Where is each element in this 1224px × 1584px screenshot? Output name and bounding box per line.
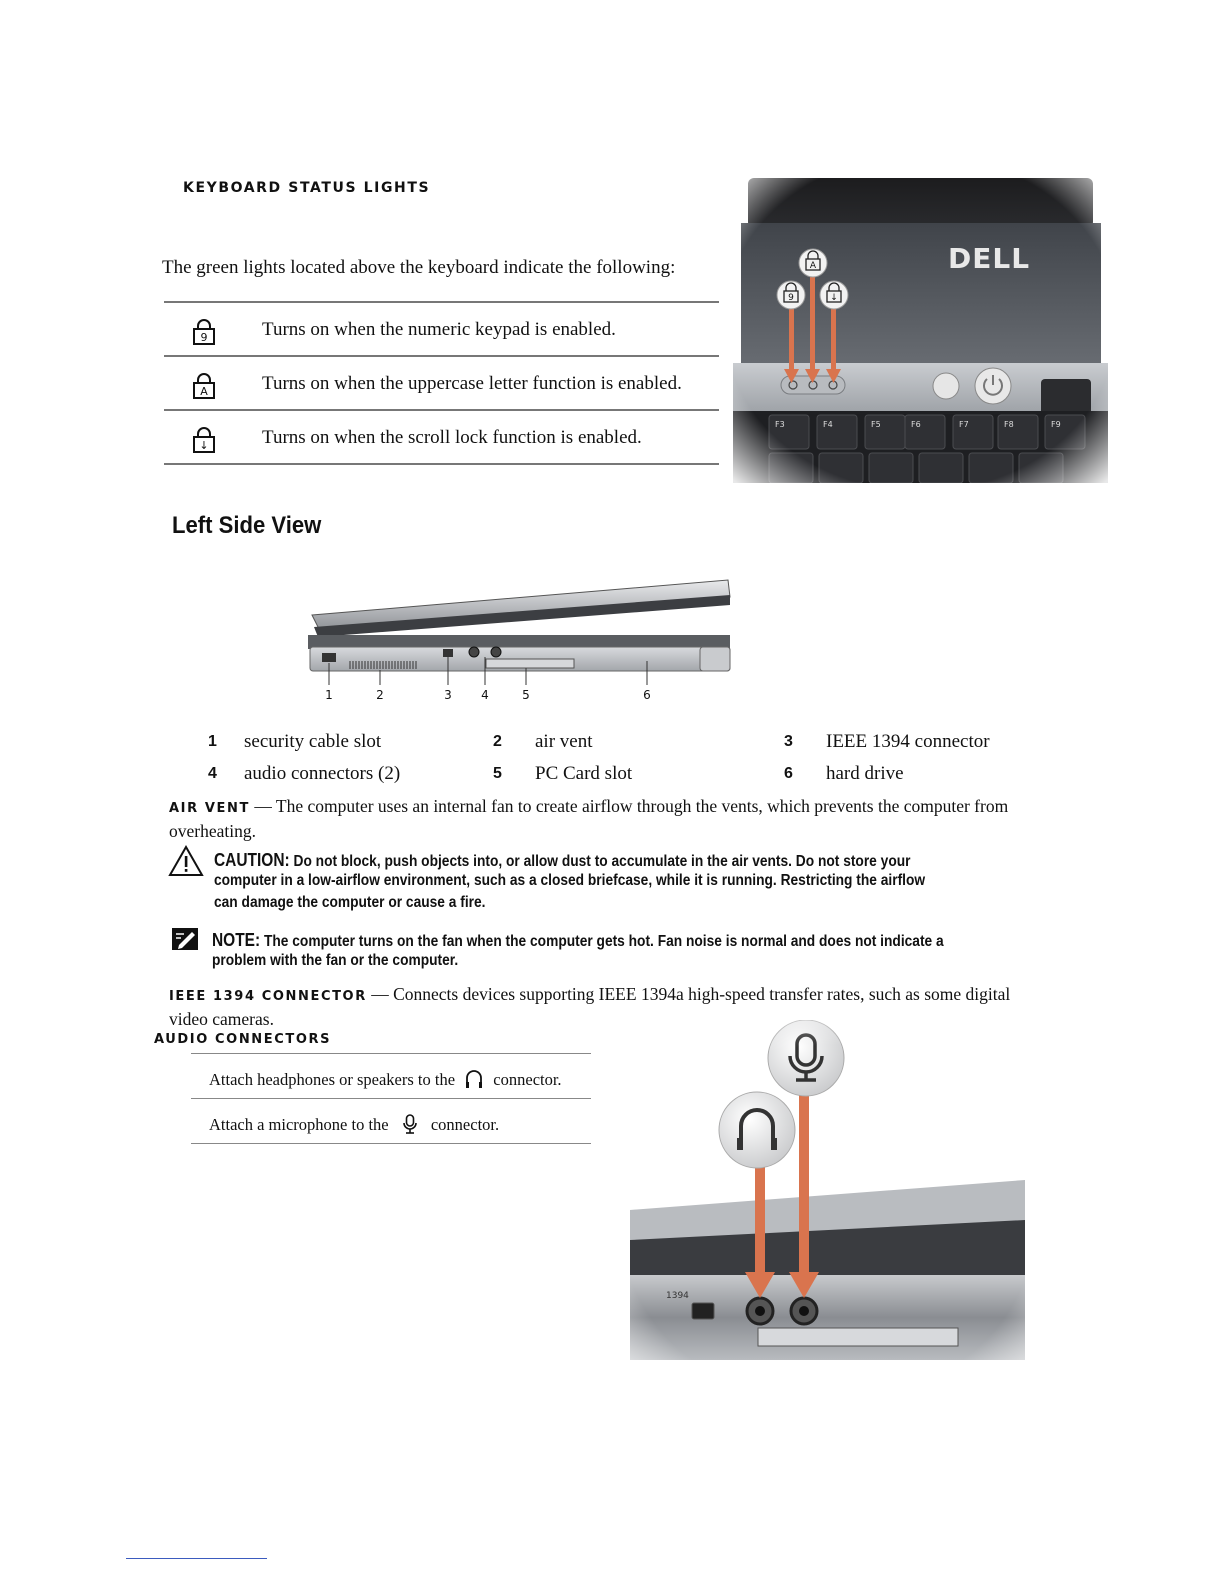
audio-row-microphone bbox=[209, 1113, 499, 1135]
legend-label: security cable slot bbox=[244, 731, 382, 752]
table-rule bbox=[191, 1143, 591, 1144]
headphone-jack bbox=[469, 647, 479, 657]
pc-card-slot bbox=[486, 659, 574, 668]
keyboard-lights-intro: The green lights located above the keyboard indicate the following: bbox=[162, 257, 676, 278]
note-line-1: The computer turns on the fan when the computer gets hot. Fan noise is normal and does not indicate a bbox=[263, 933, 944, 950]
base-end bbox=[700, 647, 730, 671]
audio-heading: AUDIO CONNECTORS bbox=[154, 1032, 332, 1047]
note-label: NOTE: bbox=[212, 930, 261, 950]
callout-number: 3 bbox=[444, 688, 452, 702]
caution-line-1: Do not block, push objects into, or allow dust to accumulate in the air vents. Do not store your bbox=[293, 853, 911, 870]
audio-row1-post: connector. bbox=[493, 1070, 562, 1089]
air-vent-text: The computer uses an internal fan to create airflow through the vents, which prevents the computer from overheating. bbox=[169, 796, 1009, 841]
note-line-2: problem with the fan or the computer. bbox=[212, 952, 459, 969]
callout-number: 2 bbox=[376, 688, 384, 702]
scrolllock-glyph: ↓ bbox=[199, 439, 209, 452]
photo-vignette bbox=[733, 163, 1108, 483]
microphone-icon bbox=[399, 1113, 421, 1135]
ieee-text: Connects devices supporting IEEE 1394a high-speed transfer rates, such as some digital video cameras. bbox=[169, 984, 1011, 1029]
caution-icon bbox=[168, 845, 204, 877]
ieee1394-port bbox=[443, 649, 453, 657]
callout-number: 6 bbox=[643, 688, 651, 702]
legend-label: IEEE 1394 connector bbox=[826, 731, 990, 752]
legend-label: PC Card slot bbox=[535, 763, 633, 784]
table-rule bbox=[164, 355, 719, 357]
keyboard-status-photo bbox=[733, 163, 1108, 483]
numlock-glyph: 9 bbox=[200, 331, 208, 344]
table-rule bbox=[191, 1098, 591, 1099]
legend-number: 5 bbox=[493, 765, 502, 782]
caution-line-3: can damage the computer or cause a fire. bbox=[214, 894, 486, 911]
numlock-icon bbox=[191, 318, 217, 346]
table-rule bbox=[164, 301, 719, 303]
callout-number: 5 bbox=[522, 688, 530, 702]
legend-label: air vent bbox=[535, 731, 593, 752]
left-side-diagram bbox=[300, 575, 740, 710]
audio-row2-post: connector. bbox=[430, 1115, 500, 1134]
audio-row2-pre: Attach a microphone to the bbox=[209, 1115, 389, 1134]
legend-number: 2 bbox=[493, 733, 502, 750]
air-vent-term: AIR VENT bbox=[169, 801, 250, 816]
keyboard-lights-heading: KEYBOARD STATUS LIGHTS bbox=[183, 180, 431, 196]
air-vent-paragraph bbox=[169, 795, 1039, 842]
legend-number: 1 bbox=[208, 733, 217, 750]
callout-number: 1 bbox=[325, 688, 333, 702]
table-rule bbox=[164, 409, 719, 411]
caution-block bbox=[214, 850, 1054, 916]
capslock-description: Turns on when the uppercase letter function is enabled. bbox=[262, 373, 682, 394]
footnote-rule bbox=[126, 1558, 267, 1559]
ieee-dash: — bbox=[371, 984, 389, 1004]
note-icon bbox=[170, 926, 202, 952]
legend-label: audio connectors (2) bbox=[244, 763, 401, 784]
audio-row1-pre: Attach headphones or speakers to the bbox=[209, 1070, 456, 1089]
scrolllock-icon bbox=[191, 426, 217, 454]
legend-label: hard drive bbox=[826, 763, 904, 784]
left-side-view-title: Left Side View bbox=[172, 512, 322, 539]
caution-line-2: computer in a low-airflow environment, such as a closed briefcase, while it is running. Restricting the airflow bbox=[214, 872, 926, 889]
caution-label: CAUTION: bbox=[214, 850, 290, 870]
microphone-jack bbox=[491, 647, 501, 657]
note-block bbox=[212, 930, 1052, 974]
security-cable-slot bbox=[322, 653, 336, 662]
table-rule bbox=[164, 463, 719, 465]
headphones-icon bbox=[463, 1068, 485, 1090]
photo-vignette bbox=[630, 1020, 1025, 1360]
legend-number: 6 bbox=[784, 765, 793, 782]
numlock-description: Turns on when the numeric keypad is enabled. bbox=[262, 319, 616, 340]
callout-number: 4 bbox=[481, 688, 489, 702]
audio-row-headphones bbox=[209, 1068, 562, 1090]
scrolllock-description: Turns on when the scroll lock function is enabled. bbox=[262, 427, 642, 448]
capslock-glyph: A bbox=[200, 385, 208, 398]
capslock-icon bbox=[191, 372, 217, 400]
legend-number: 3 bbox=[784, 733, 793, 750]
air-vent-dash: — bbox=[254, 796, 272, 816]
table-rule bbox=[191, 1053, 591, 1054]
legend-number: 4 bbox=[208, 765, 217, 782]
callout-numbers bbox=[325, 688, 651, 702]
ieee-term: IEEE 1394 CONNECTOR bbox=[169, 989, 367, 1004]
audio-connectors-photo bbox=[630, 1020, 1025, 1360]
